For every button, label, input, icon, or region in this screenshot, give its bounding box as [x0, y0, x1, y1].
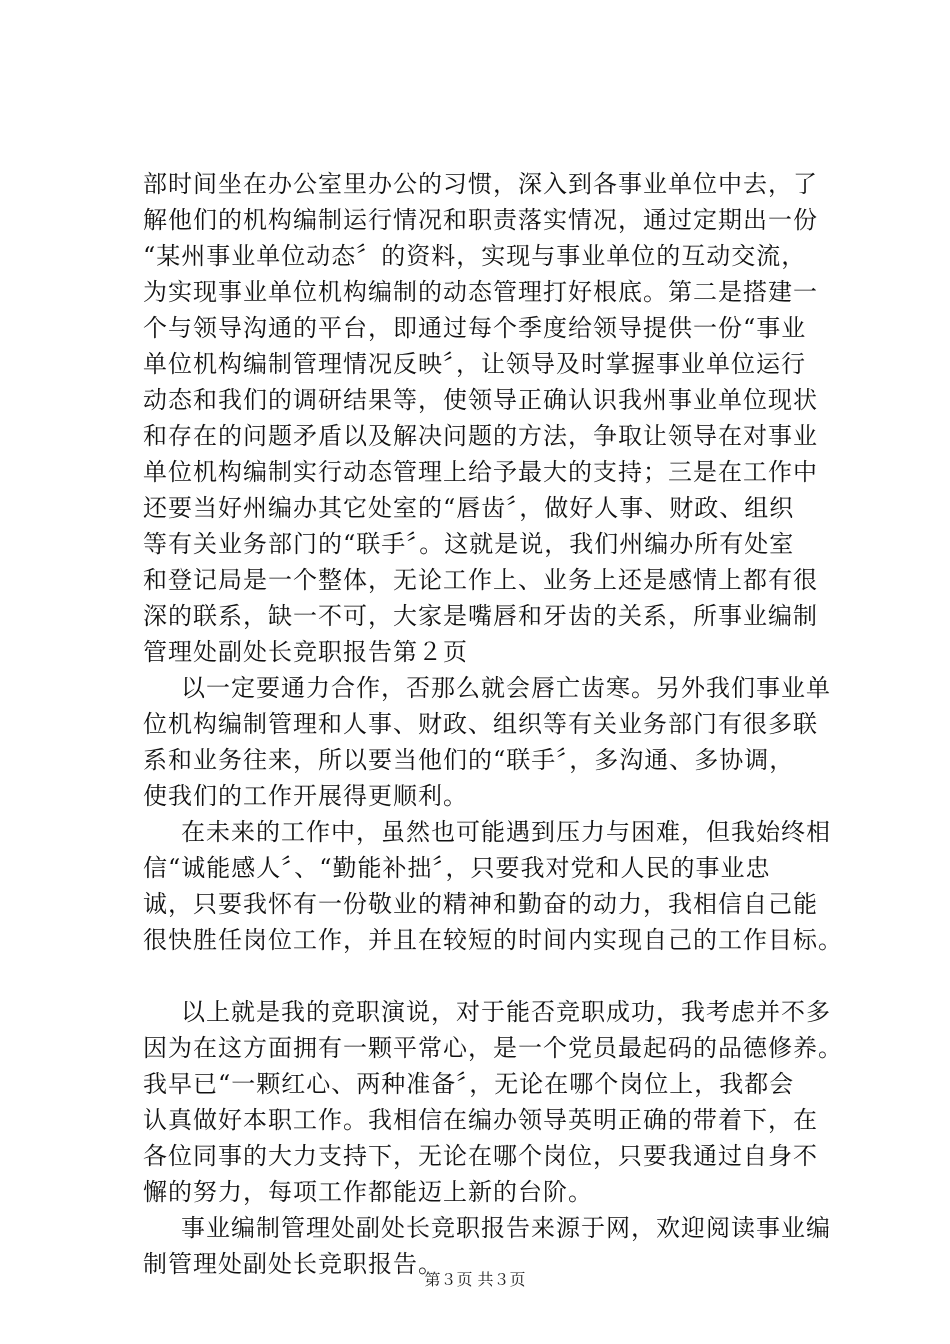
text-line: 懈的努力，每项工作都能迈上新的台阶。 [143, 1178, 593, 1206]
text-line: 各位同事的大力支持下，无论在哪个岗位，只要我通过自身不 [143, 1142, 818, 1170]
text-line: 个与领导沟通的平台，即通过每个季度给领导提供一份“事业 [143, 314, 807, 342]
text-line: 和登记局是一个整体，无论工作上、业务上还是感情上都有很 [143, 566, 818, 594]
text-line: 等有关业务部门的“联手〞。这就是说，我们州编办所有处室 [143, 530, 795, 558]
text-line: 使我们的工作开展得更顺利。 [143, 782, 468, 810]
paragraph-start-line: 事业编制管理处副处长竞职报告来源于网，欢迎阅读事业编 [181, 1214, 831, 1242]
text-line: 单位机构编制管理情况反映〞，让领导及时掌握事业单位运行 [143, 350, 806, 378]
text-line: 解他们的机构编制运行情况和职责落实情况，通过定期出一份 [143, 206, 818, 234]
page-footer [0, 1269, 950, 1291]
text-line: 管理处副处长竞职报告第２页 [143, 638, 468, 666]
text-line: 系和业务往来，所以要当他们的“联手〞，多沟通、多协调， [143, 746, 795, 774]
text-line: 认真做好本职工作。我相信在编办领导英明正确的带着下，在 [143, 1106, 818, 1134]
text-line: 诚，只要我怀有一份敬业的精神和勤奋的动力，我相信自己能 [143, 890, 818, 918]
text-line: 和存在的问题矛盾以及解决问题的方法，争取让领导在对事业 [143, 422, 818, 450]
text-line: 部时间坐在办公室里办公的习惯，深入到各事业单位中去，了 [143, 170, 818, 198]
text-line: 制管理处副处长竞职报告。 [143, 1250, 443, 1278]
text-line: 为实现事业单位机构编制的动态管理打好根底。第二是搭建一 [143, 278, 818, 306]
paragraph-start-line: 以一定要通力合作，否那么就会唇亡齿寒。另外我们事业单 [181, 674, 831, 702]
text-line: 因为在这方面拥有一颗平常心，是一个党员最起码的品德修养。 [143, 1034, 843, 1062]
text-line: “某州事业单位动态〞的资料，实现与事业单位的互动交流， [143, 242, 807, 270]
text-line: 位机构编制管理和人事、财政、组织等有关业务部门有很多联 [143, 710, 818, 738]
text-line: 我早已“一颗红心、两种准备〞，无论在哪个岗位上，我都会 [143, 1070, 795, 1098]
paragraph-start-line: 以上就是我的竞职演说，对于能否竞职成功，我考虑并不多 [181, 998, 831, 1026]
blank-line [143, 958, 843, 994]
text-line: 信“诚能感人〞、“勤能补拙〞，只要我对党和人民的事业忠 [143, 854, 771, 882]
text-line: 还要当好州编办其它处室的“唇齿〞，做好人事、财政、组织 [143, 494, 795, 522]
page-number-label: 第３页 共３页 [424, 1270, 526, 1289]
text-line: 单位机构编制实行动态管理上给予最大的支持；三是在工作中 [143, 458, 818, 486]
text-line: 深的联系，缺一不可，大家是嘴唇和牙齿的关系，所事业编制 [143, 602, 818, 630]
text-line: 很快胜任岗位工作，并且在较短的时间内实现自己的工作目标。 [143, 926, 843, 954]
text-line: 动态和我们的调研结果等，使领导正确认识我州事业单位现状 [143, 386, 818, 414]
body-text [143, 166, 843, 1282]
paragraph-start-line: 在未来的工作中，虽然也可能遇到压力与困难，但我始终相 [181, 818, 831, 846]
